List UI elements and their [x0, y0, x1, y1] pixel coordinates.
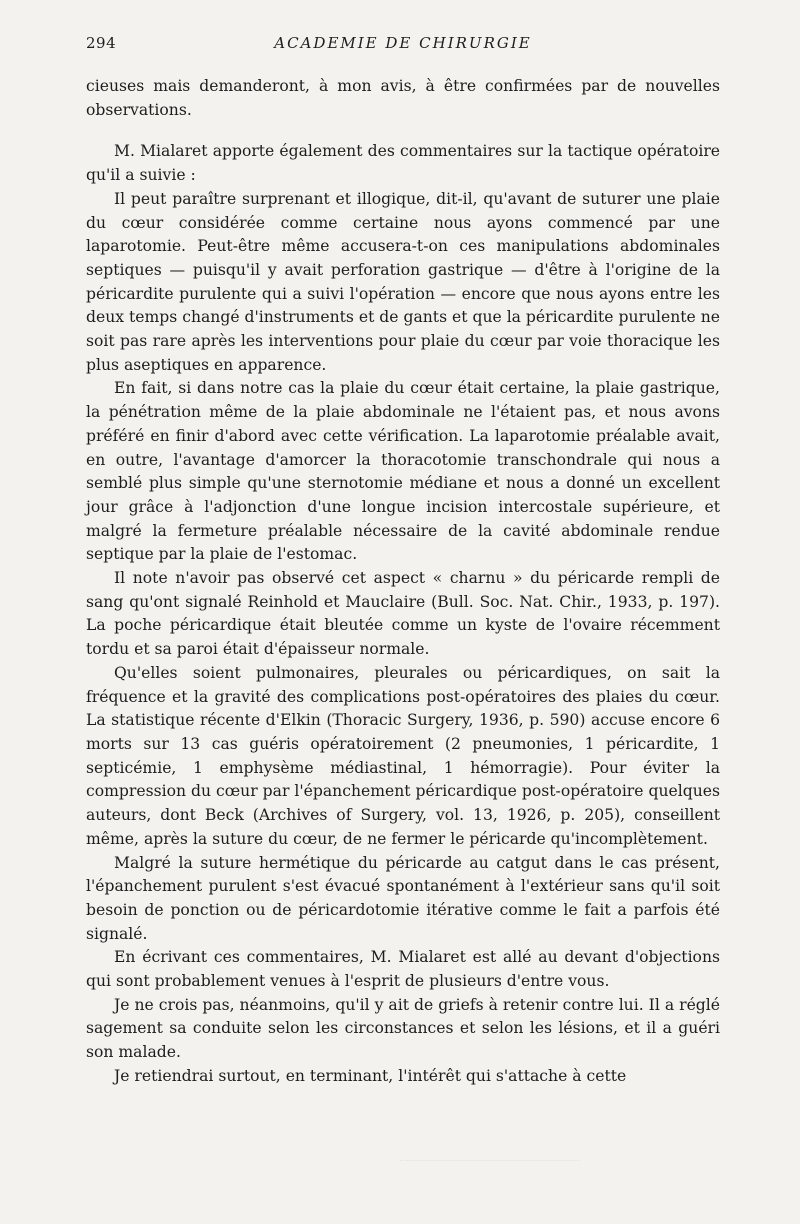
- page-header: [86, 33, 720, 53]
- paragraph-8: En écrivant ces commentaires, M. Mialaret est allé au devant d'objections qui sont probablement venues à l'esprit de plusieurs d'entre vous.: [86, 948, 720, 991]
- paragraph-3: Il peut paraître surprenant et illogique, dit-il, qu'avant de suturer une plaie du cœur considérée comme certaine nous ayons commencé par une laparotomie. Peut-être même accusera-t-on ces manipulations abdominales septiques — puisqu'il y avait perforation gastrique — d'être à l'origine de la péricardite purulente qui a suivi l'opération — encore que nous ayons entre les deux temps changé d'instruments et de gants et que la péricardite purulente ne soit pas rare après les interventions pour plaie du cœur par voie thoracique les plus aseptiques en apparence.: [86, 189, 720, 374]
- running-title: ACADEMIE DE CHIRURGIE: [274, 34, 532, 52]
- page-number: 294: [86, 34, 117, 52]
- paragraph-1: cieuses mais demanderont, à mon avis, à être confirmées par de nouvelles observations.: [86, 77, 720, 119]
- paragraph-7: Malgré la suture hermétique du péricarde au catgut dans le cas présent, l'épanchement purulent s'est évacué spontanément à l'extérieur sans qu'il soit besoin de ponction ou de péricardotomie itérative comme le fait a parfois été signalé.: [86, 853, 720, 943]
- paragraph-6: Qu'elles soient pulmonaires, pleurales ou péricardiques, on sait la fréquence et la gravité des complications post-opératoires des plaies du cœur. La statistique récente d'Elkin (Thoracic Surgery, 1936, p. 590) accuse encore 6 morts sur 13 cas guéris opératoirement (2 pneumonies, 1 péricardite, 1 septicémie, 1 emphysème médiastinal, 1 hémorragie). Pour éviter la compression du cœur par l'épanchement péricardique post-opératoire quelques auteurs, dont Beck (Archives of Surgery, vol. 13, 1926, p. 205), conseillent même, après la suture du cœur, de ne fermer le péricarde qu'incomplètement.: [86, 663, 720, 848]
- paragraph-9: Je ne crois pas, néanmoins, qu'il y ait de griefs à retenir contre lui. Il a réglé sagement sa conduite selon les circonstances et selon les lésions, et il a guéri son malade.: [86, 995, 720, 1062]
- paragraph-5: Il note n'avoir pas observé cet aspect « charnu » du péricarde rempli de sang qu'ont signalé Reinhold et Mauclaire (Bull. Soc. Nat. Chir., 1933, p. 197). La poche péricardique était bleutée comme un kyste de l'ovaire récemment tordu et sa paroi était d'épaisseur normale.: [86, 569, 720, 659]
- paragraph-2: M. Mialaret apporte également des commentaires sur la tactique opératoire qu'il a suivie :: [86, 142, 720, 185]
- paragraph-4: En fait, si dans notre cas la plaie du cœur était certaine, la plaie gastrique, la pénétration même de la plaie abdominale ne l'étaient pas, et nous avons préféré en finir d'abord avec cette vérification. La laparotomie préalable avait, en outre, l'avantage d'amorcer la thoracotomie transchondrale qui nous a semblé plus simple qu'une sternotomie médiane et nous a donné un excellent jour grâce à l'adjonction d'une longue incision intercostale supérieure, et malgré la fermeture préalable nécessaire de la cavité abdominale rendue septique par la plaie de l'estomac.: [86, 379, 720, 564]
- body-text: [86, 75, 720, 1089]
- paragraph-10: Je retiendrai surtout, en terminant, l'intérêt qui s'attache à cette: [114, 1066, 627, 1085]
- print-artifact: [400, 1160, 580, 1171]
